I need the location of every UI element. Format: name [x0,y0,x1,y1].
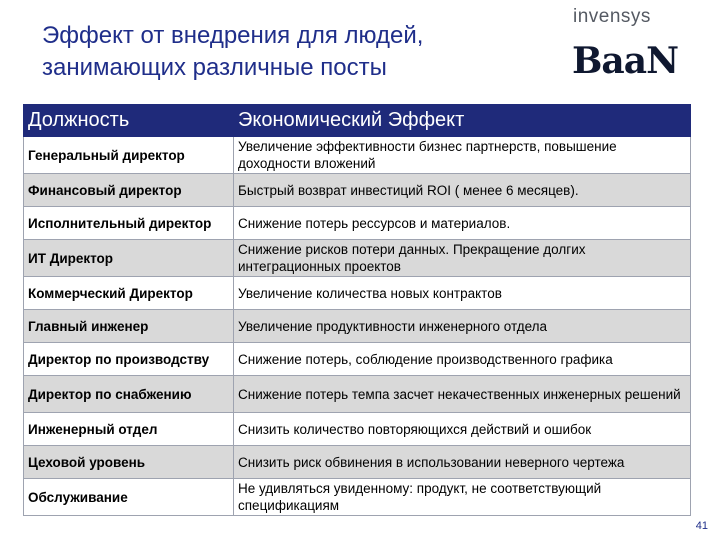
row-position: ИТ Директор [24,240,234,277]
table-row [24,446,691,479]
baan-logo: BaaN [572,40,678,82]
table-row [24,343,691,376]
row-effect: Снижение потерь темпа засчет некачественных инженерных решений [234,376,691,413]
table-row [24,310,691,343]
row-effect: Снизить количество повторяющихся действий и ошибок [234,413,691,446]
row-position: Директор по производству [24,343,234,376]
table-row [24,174,691,207]
slide-title [42,20,542,84]
slide-title-line-2: занимающих различные посты [42,54,387,81]
row-position: Цеховой уровень [24,446,234,479]
table-row [24,413,691,446]
row-effect: Увеличение количества новых контрактов [234,277,691,310]
row-effect: Снизить риск обвинения в использовании неверного чертежа [234,446,691,479]
page-number: 41 [695,520,708,532]
header-effect: Экономический Эффект [234,105,691,137]
header-position: Должность [24,105,234,137]
table-row [24,277,691,310]
row-position: Инженерный отдел [24,413,234,446]
row-position: Генеральный директор [24,137,234,174]
table-row [24,240,691,277]
row-position: Обслуживание [24,479,234,516]
row-position: Исполнительный директор [24,207,234,240]
row-position: Финансовый директор [24,174,234,207]
row-effect: Снижение потерь, соблюдение производственного графика [234,343,691,376]
row-position: Главный инженер [24,310,234,343]
row-position: Директор по снабжению [24,376,234,413]
effects-table [23,104,691,516]
row-effect: Быстрый возврат инвестиций ROI ( менее 6 месяцев). [234,174,691,207]
table-row [24,376,691,413]
invensys-logo: invensys [573,6,651,27]
row-effect: Снижение потерь рессурсов и материалов. [234,207,691,240]
row-effect: Снижение рисков потери данных. Прекращение долгих интеграционных проектов [234,240,691,277]
row-effect: Увеличение эффективности бизнес партнерств, повышение доходности вложений [234,137,691,174]
table-row [24,137,691,174]
row-position: Коммерческий Директор [24,277,234,310]
row-effect: Не удивляться увиденному: продукт, не соответствующий спецификациям [234,479,691,516]
row-effect: Увеличение продуктивности инженерного отдела [234,310,691,343]
table-header-row [24,105,691,137]
table-row [24,479,691,516]
slide-title-line-1: Эффект от внедрения для людей, [42,22,424,49]
table-row [24,207,691,240]
